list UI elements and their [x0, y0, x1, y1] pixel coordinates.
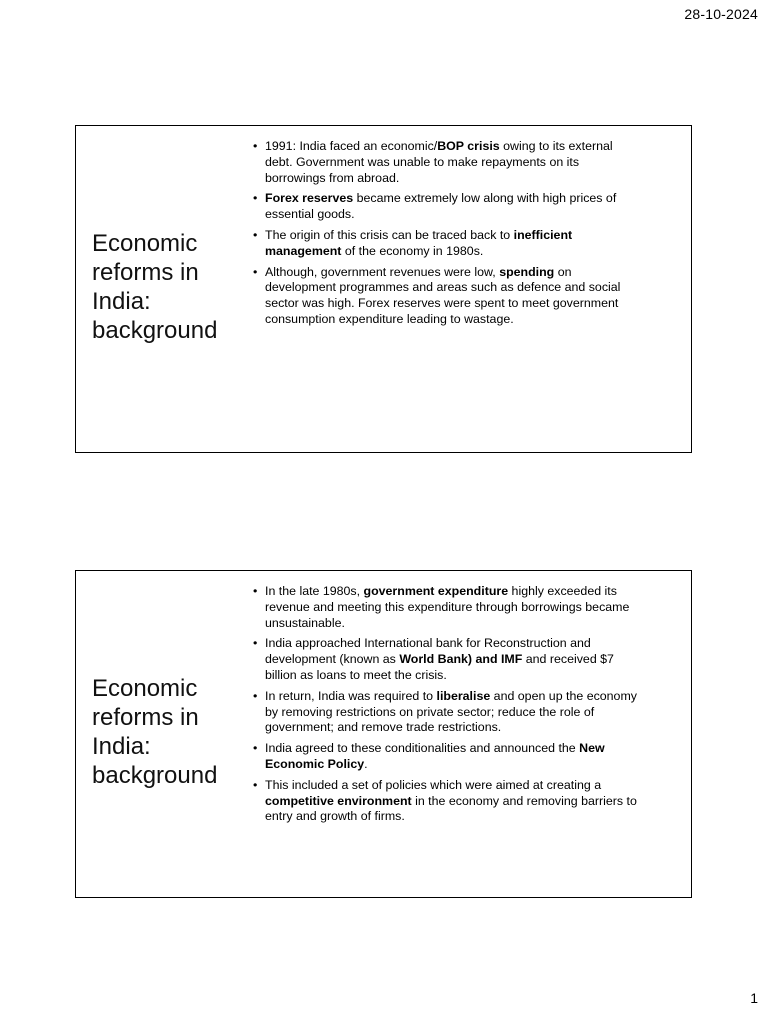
- text: of the economy in 1980s.: [341, 243, 484, 258]
- text: became extremely low along with high prices of essential goods.: [265, 191, 617, 222]
- bullet-item: [253, 778, 641, 825]
- text: In the late 1980s,: [265, 584, 364, 598]
- slide-2: [75, 570, 692, 898]
- bullet-item: [253, 636, 641, 683]
- text: India approached International bank for Reconstruction and development (known as: [265, 636, 591, 667]
- text: The origin of this crisis can be traced back to: [265, 227, 514, 242]
- text: and received $7 billion as loans to meet the crisis.: [265, 652, 614, 682]
- bold-text: New Economic Policy: [265, 741, 605, 771]
- text: in the economy and removing barriers to entry and growth of firms.: [265, 793, 637, 824]
- page-number: 1: [750, 990, 758, 1006]
- slide-title: Economic reforms in India: background: [92, 230, 218, 344]
- text: In return, India was required to: [265, 688, 437, 703]
- text: Although, government revenues were low,: [265, 264, 500, 279]
- slide-1: [75, 125, 692, 453]
- bold-text: competitive environment: [265, 793, 412, 808]
- text: .: [364, 756, 368, 771]
- bullet-list: [253, 139, 641, 333]
- print-date: 28-10-2024: [684, 6, 758, 22]
- text: This included a set of policies which were aimed at creating a: [265, 777, 602, 792]
- bold-text: inefficient management: [265, 227, 573, 258]
- bullet-item: [253, 139, 641, 186]
- bold-text: spending: [499, 264, 555, 279]
- slide-title: Economic reforms in India: background: [92, 675, 218, 789]
- text: and open up the economy by removing restrictions on private sector; reduce the role of government; and remove trade restrictions.: [265, 688, 637, 735]
- bold-text: Forex reserves: [265, 191, 354, 206]
- bold-text: liberalise: [436, 688, 491, 703]
- bullet-item: [253, 584, 641, 631]
- text: highly exceeded its revenue and meeting this expenditure through borrowings became unsustainable.: [265, 584, 630, 630]
- bullet-list: [253, 584, 641, 830]
- bullet-item: [253, 228, 641, 260]
- bullet-item: [253, 191, 641, 223]
- bold-text: BOP crisis: [437, 139, 500, 153]
- bullet-item: [253, 689, 641, 736]
- text: India agreed to these conditionalities and announced the: [265, 741, 580, 756]
- text: owing to its external debt. Government was unable to make repayments on its borrowings from abroad.: [265, 139, 613, 185]
- bold-text: government expenditure: [363, 584, 509, 598]
- text: on development programmes and areas such as defence and social sector was high. Forex reserves were spent to meet government consumption expenditure leading to wastage.: [265, 264, 621, 326]
- bold-text: World Bank) and IMF: [399, 652, 523, 667]
- text: 1991: India faced an economic/: [265, 139, 438, 153]
- bullet-item: [253, 741, 641, 773]
- bullet-item: [253, 265, 641, 328]
